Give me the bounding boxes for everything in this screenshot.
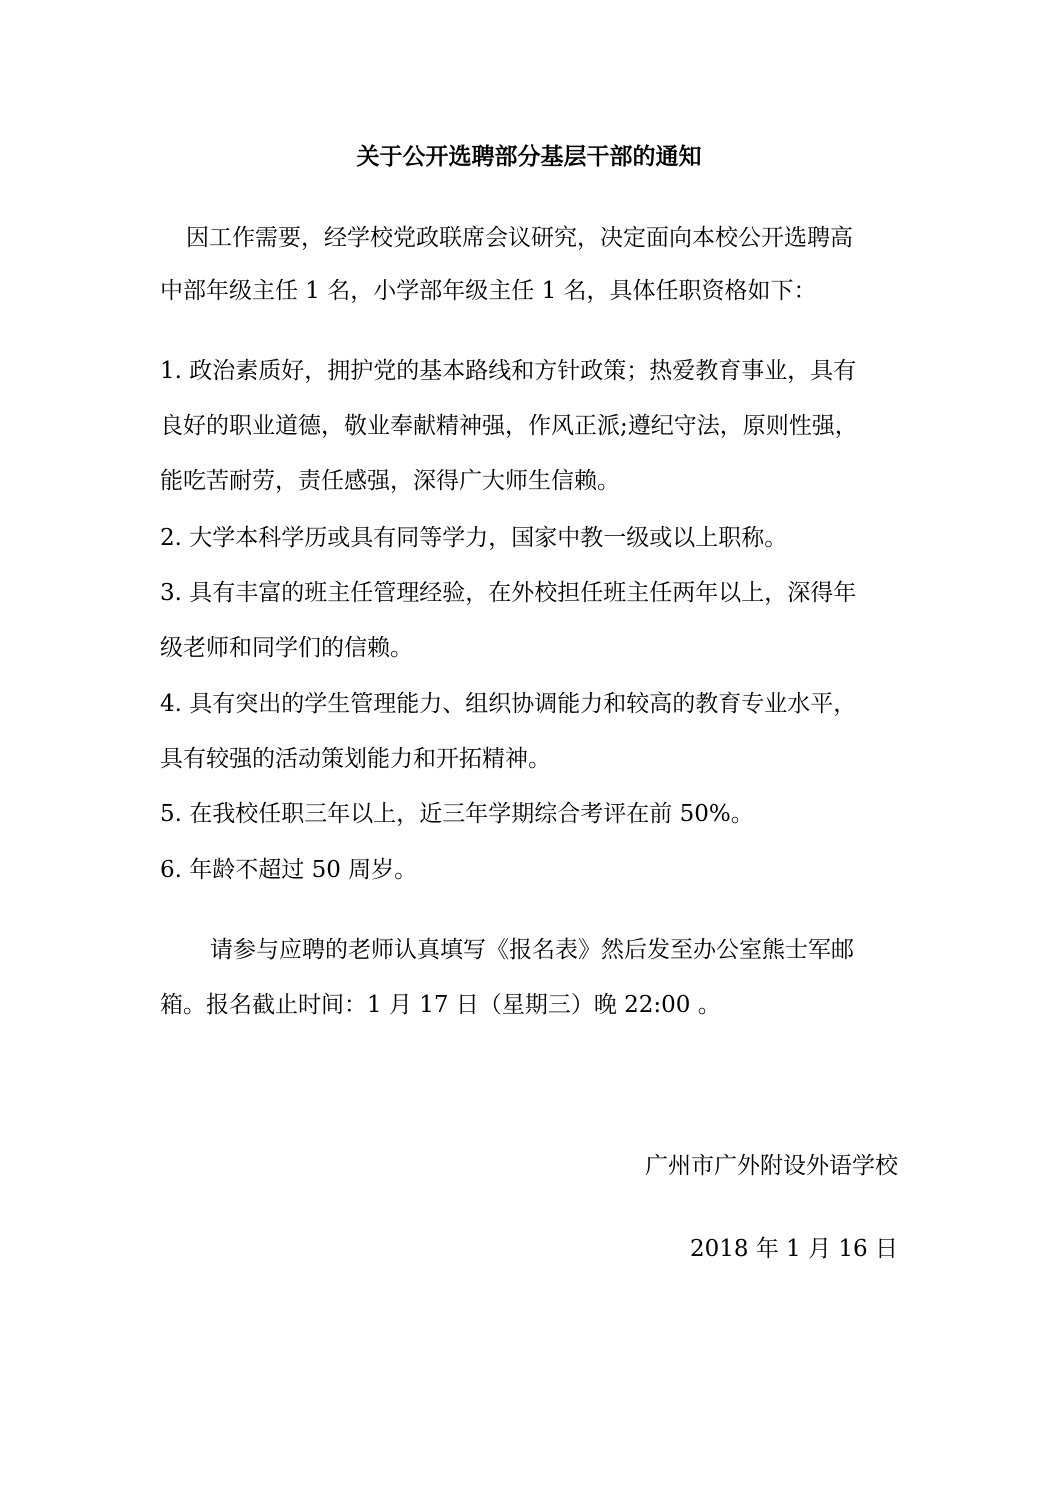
requirement-line-9: 5. 在我校任职三年以上，近三年学期综合考评在前 50%。 [160, 801, 754, 827]
requirement-line-2: 良好的职业道德，敬业奉献精神强，作风正派;遵纪守法，原则性强， [160, 413, 858, 439]
requirement-line-5: 3. 具有丰富的班主任管理经验，在外校担任班主任两年以上，深得年 [160, 580, 857, 606]
requirement-line-3: 能吃苦耐劳，责任感强，深得广大师生信赖。 [160, 468, 620, 494]
document-title: 关于公开选聘部分基层干部的通知 [356, 144, 702, 170]
intro-line-1: 因工作需要，经学校党政联席会议研究，决定面向本校公开选聘高 [186, 225, 853, 251]
requirement-line-6: 级老师和同学们的信赖。 [160, 635, 413, 661]
requirement-line-10: 6. 年龄不超过 50 周岁。 [160, 857, 418, 883]
requirement-line-8: 具有较强的活动策划能力和开拓精神。 [160, 746, 551, 772]
signature-org: 广州市广外附设外语学校 [645, 1153, 898, 1179]
signature-date: 2018 年 1 月 16 日 [690, 1236, 898, 1262]
closing-line-2: 箱。报名截止时间：1 月 17 日（星期三）晚 22:00 。 [160, 992, 721, 1018]
intro-line-2: 中部年级主任 1 名，小学部年级主任 1 名，具体任职资格如下： [160, 278, 817, 304]
closing-line-1: 请参与应聘的老师认真填写《报名表》然后发至办公室熊士军邮 [210, 937, 854, 963]
requirement-line-7: 4. 具有突出的学生管理能力、组织协调能力和较高的教育专业水平， [160, 691, 857, 717]
requirement-line-1: 1. 政治素质好，拥护党的基本路线和方针政策；热爱教育事业，具有 [160, 358, 857, 384]
requirement-line-4: 2. 大学本科学历或具有同等学力，国家中教一级或以上职称。 [160, 525, 788, 551]
